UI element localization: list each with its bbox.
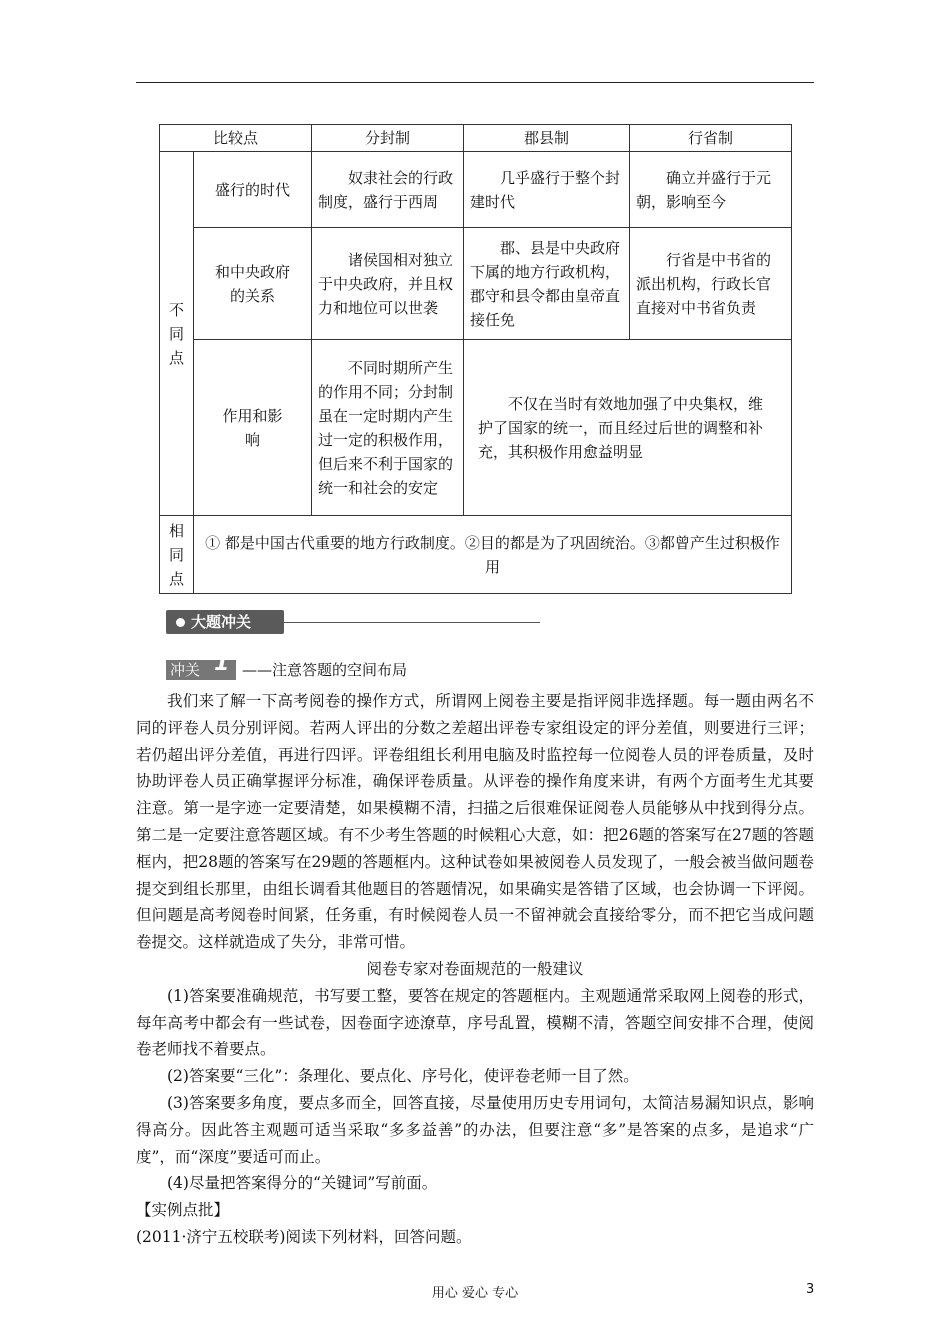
subheading: 阅卷专家对卷面规范的一般建议 xyxy=(366,959,584,978)
row-label-era: 盛行的时代 xyxy=(194,152,312,228)
table-row xyxy=(160,228,792,340)
cell-fenfeng-relation: 诸侯国相对独立于中央政府，并且权力和地位可以世袭 xyxy=(312,228,464,340)
group-same-label: 相同点 xyxy=(160,516,194,594)
header-xingsheng: 行省制 xyxy=(630,125,792,152)
paragraph: (2)答案要“三化”：条理化、要点化、序号化，使评卷老师一目了然。 xyxy=(167,1067,639,1086)
cell-merged-impact: 不仅在当时有效地加强了中央集权，维护了国家的统一，而且经过后世的调整和补充，其积极作用愈益明显 xyxy=(464,340,792,516)
paragraph: (4)尽量把答案得分的“关键词”写前面。 xyxy=(167,1174,438,1193)
footer-slogan: 用心 爱心 专心 xyxy=(431,1286,519,1301)
paragraph: 【实例点批】 xyxy=(136,1201,230,1220)
header-compare: 比较点 xyxy=(160,125,312,152)
page-number: 3 xyxy=(806,1282,815,1297)
cell-junxian-era: 几乎盛行于整个封建时代 xyxy=(464,152,630,228)
bullet-icon xyxy=(176,618,185,627)
header-fenfeng: 分封制 xyxy=(312,125,464,152)
body-text xyxy=(136,688,814,1251)
cell-fenfeng-era: 奴隶社会的行政制度，盛行于西周 xyxy=(312,152,464,228)
row-label-relation: 和中央政府的关系 xyxy=(194,228,312,340)
challenge-title: ——注意答题的空间布局 xyxy=(242,661,408,679)
comparison-table xyxy=(159,124,792,594)
row-label-impact: 作用和影响 xyxy=(194,340,312,516)
banner-rule xyxy=(284,622,540,623)
header-junxian: 郡县制 xyxy=(464,125,630,152)
challenge-tag: 冲关 1 xyxy=(166,660,236,680)
cell-xingsheng-era: 确立并盛行于元朝，影响至今 xyxy=(630,152,792,228)
table-row xyxy=(160,340,792,516)
cell-junxian-relation: 郡、县是中央政府下属的地方行政机构，郡守和县令都由皇帝直接任免 xyxy=(464,228,630,340)
paragraph: (2011·济宁五校联考)阅读下列材料，回答问题。 xyxy=(136,1227,472,1246)
header-rule xyxy=(136,82,814,83)
section-banner: 大题冲关 xyxy=(166,610,284,634)
table-row xyxy=(160,152,792,228)
cell-fenfeng-impact: 不同时期所产生的作用不同；分封制虽在一定时期内产生过一定的积极作用，但后来不利于国家的统一和社会的安定 xyxy=(312,340,464,516)
challenge-number: 1 xyxy=(214,651,230,676)
cell-xingsheng-relation: 行省是中书省的派出机构，行政长官直接对中书省负责 xyxy=(630,228,792,340)
paragraph: 我们来了解一下高考阅卷的操作方式，所谓网上阅卷主要是指评阅非选择题。每一题由两名不同的评卷人员分别评阅。若两人评出的分数之差超出评卷专家组设定的评分差值，则要进行三评；若仍超出评分差值，再进行四评。评卷组组长利用电脑及时监控每一位阅卷人员的评卷质量，及时协助评卷人员正确掌握评分标准，确保评卷质量。从评卷的操作角度来讲，有两个方面考生尤其要注意。第一是字迹一定要清楚，如果模糊不清，扫描之后很难保证阅卷人员能够从中找到得分点。第二是一定要注意答题区域。有不少考生答题的时候粗心大意，如：把26题的答案写在27题的答题框内，把28题的答案写在29题的答题框内。这种试卷如果被阅卷人员发现了，一般会被当做问题卷提交到组长那里，由组长调看其他题目的答题情况，如果确实是答错了区域，也会协调一下评阅。但问题是高考阅卷时间紧，任务重，有时候阅卷人员一不留神就会直接给零分，而不把它当成问题卷提交。这样就造成了失分，非常可惜。 xyxy=(136,692,814,952)
table-header-row xyxy=(160,125,792,152)
paragraph: (1)答案要准确规范，书写要工整，要答在规定的答题框内。主观题通常采取网上阅卷的形式，每年高考中都会有一些试卷，因卷面字迹潦草，序号乱置，模糊不清，答题空间安排不合理，使阅卷老师找不着要点。 xyxy=(136,986,814,1059)
group-diff-label: 不同点 xyxy=(160,152,194,516)
cell-same-points: ① 都是中国古代重要的地方行政制度。②目的都是为了巩固统治。③都曾产生过积极作用 xyxy=(194,516,792,594)
paragraph: (3)答案要多角度，要点多而全，回答直接，尽量使用历史专用词句，太简洁易漏知识点，影响得高分。因此答主观题可适当采取“多多益善”的办法，但要注意“多”是答案的点多，是追求“广度”，而“深度”要适可而止。 xyxy=(136,1093,814,1166)
table-row-same xyxy=(160,516,792,594)
